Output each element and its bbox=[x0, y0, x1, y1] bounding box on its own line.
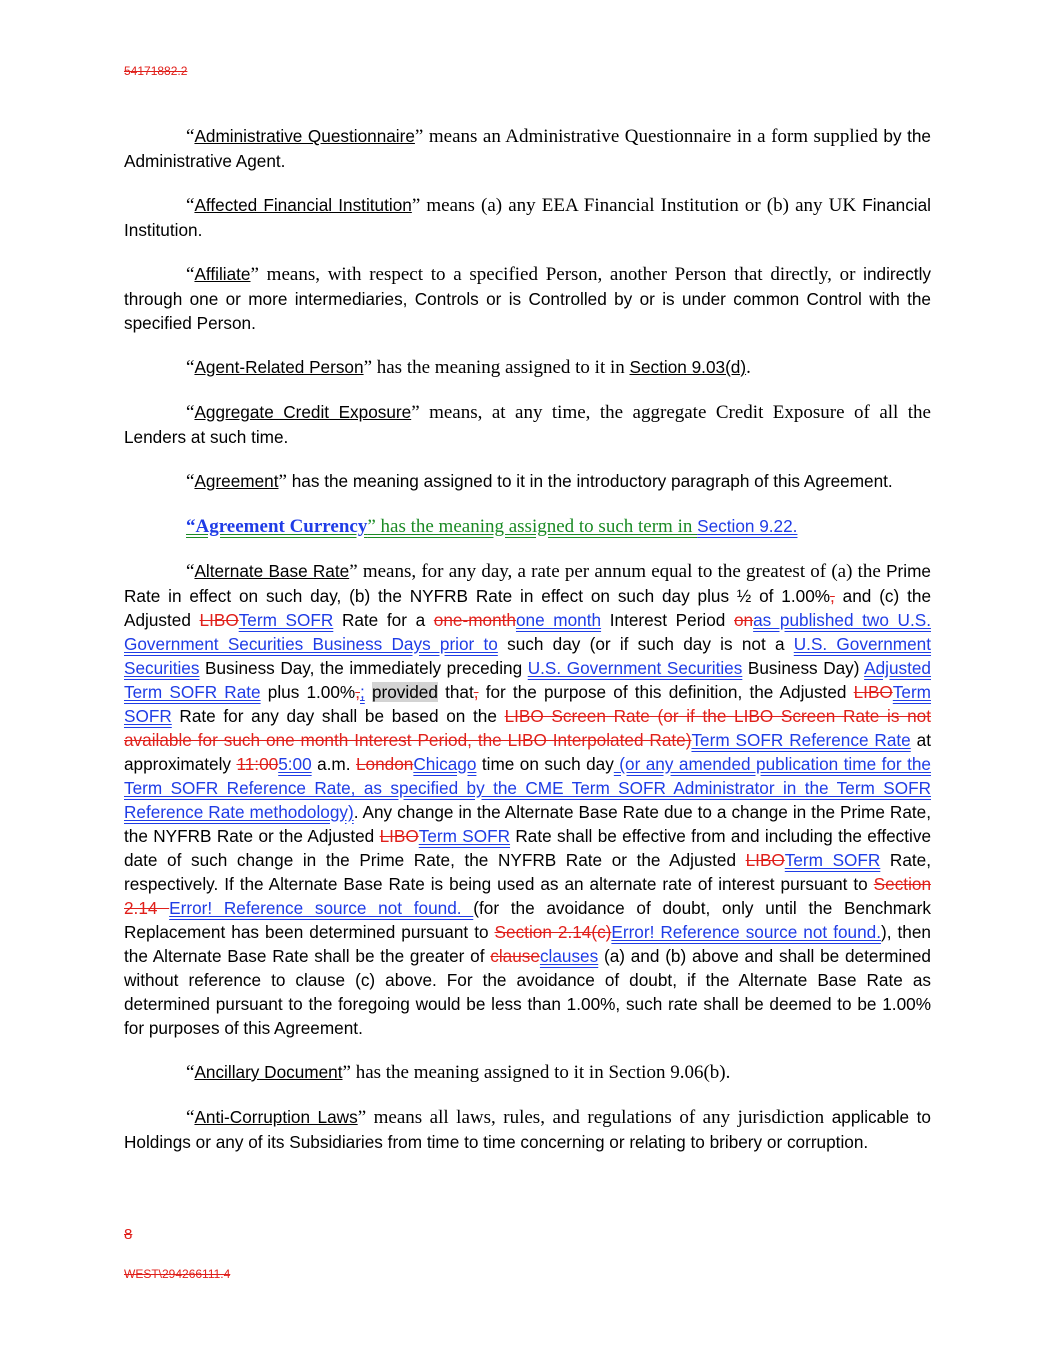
inserted-text: Error! Reference source not found. bbox=[169, 898, 474, 918]
deleted-text: , bbox=[355, 682, 360, 702]
definition-alternate-base-rate: “Alternate Base Rate” means, for any day, a rate per annum equal to the greatest of (a) the Prime Rate in effect on such day, (b) the NYFRB Rate in effect on such day plus ½ of 1.00%, and (c) the Adjusted LIBOTerm SOFR Rate for a one-monthone month Interest Period onas published two U.S. Government Securities Business Days prior to such day (or if such day is not a U.S. Government Securities Business Day, the immediately preceding U.S. Government Securities Business Day) Adjusted Term SOFR Rate plus 1.00%,; provided that, for the purpose of this definition, the Adjusted LIBOTerm SOFR Rate for any day shall be based on the LIBO Screen Rate (or if the LIBO Screen Rate is not available for such one month Interest Period, the LIBO Interpolated Rate)Term SOFR Reference Rate at approximately 11:005:00 a.m. LondonChicago time on such day (or any amended publication time for the Term SOFR Reference Rate, as specified by the CME Term SOFR Administrator in the Term SOFR Reference Rate methodology). Any change in the Alternate Base Rate due to a change in the Prime Rate, the NYFRB Rate or the Adjusted LIBOTerm SOFR Rate shall be effective from and including the effective date of such change in the Prime Rate, the NYFRB Rate or the Adjusted LIBOTerm SOFR Rate, respectively. If the Alternate Base Rate is being used as an alternate rate of interest pursuant to Section 2.14 Error! Reference source not found. (for the avoidance of doubt, only until the Benchmark Replacement has been determined pursuant to Section 2.14(c)Error! Reference source not found.), then the Alternate Base Rate shall be the greater of clauseclauses (a) and (b) above and shall be determined without reference to clause (c) above. For the avoidance of doubt, if the Alternate Base Rate as determined pursuant to the foregoing would be less than 1.00%, such rate shall be deemed to be 1.00% for purposes of this Agreement. bbox=[124, 561, 932, 1038]
section-reference: Section 9.22. bbox=[697, 516, 798, 536]
deleted-text: 11:00 bbox=[236, 754, 279, 774]
defined-term: Agreement bbox=[194, 471, 279, 491]
deleted-text: LIBO bbox=[379, 826, 419, 846]
inserted-text: 5:00 bbox=[278, 754, 312, 774]
deleted-text: LIBO bbox=[199, 610, 239, 630]
inserted-text: ; bbox=[359, 682, 365, 702]
definition-affiliate: “Affiliate” means, with respect to a specified Person, another Person that directly, or indirectly through one or more intermediaries, Controls or is Controlled by or is under common Control with the specified Person. bbox=[124, 264, 931, 333]
deleted-text: LIBO Screen Rate (or if the LIBO Screen Rate is not available for such one month Interest Period, the LIBO Interpolated Rate) bbox=[124, 706, 931, 750]
definition-anti-corruption-laws: “Anti-Corruption Laws” means all laws, rules, and regulations of any jurisdiction applicable to Holdings or any of its Subsidiaries from time to time concerning or relating to bribery or corruption. bbox=[124, 1107, 931, 1152]
definition-ancillary-document: “Ancillary Document” has the meaning assigned to it in Section 9.06(b). bbox=[186, 1062, 731, 1083]
deleted-text: , bbox=[473, 682, 479, 702]
inserted-text: Term SOFR Reference Rate bbox=[691, 730, 911, 750]
deleted-text: LIBO bbox=[745, 850, 785, 870]
defined-term: Aggregate Credit Exposure bbox=[194, 402, 412, 422]
deleted-text: , bbox=[830, 586, 835, 606]
deleted-text: LIBO bbox=[853, 682, 893, 702]
defined-term: Anti-Corruption Laws bbox=[194, 1107, 358, 1127]
definition-agent-related-person: “Agent-Related Person” has the meaning assigned to it in Section 9.03(d). bbox=[186, 357, 751, 378]
defined-term: Affected Financial Institution bbox=[194, 195, 412, 215]
defined-term: Ancillary Document bbox=[194, 1062, 343, 1082]
defined-term: Alternate Base Rate bbox=[194, 561, 350, 581]
footer-doc-id: WEST\294266111.4 bbox=[124, 1267, 231, 1281]
inserted-text: Term SOFR bbox=[784, 850, 881, 870]
inserted-text: as published two U.S. Government Securities Business Days prior to bbox=[124, 610, 931, 654]
header-doc-id: 54171882.2 bbox=[124, 64, 188, 78]
inserted-text: Error! Reference source not found. bbox=[611, 922, 882, 942]
inserted-text: Term SOFR bbox=[238, 610, 334, 630]
inserted-text: Adjusted Term SOFR Rate bbox=[124, 658, 931, 702]
footer-page-number: 8 bbox=[124, 1226, 133, 1243]
definition-agreement-currency: “Agreement Currency” has the meaning assigned to such term in Section 9.22. bbox=[186, 516, 798, 537]
inserted-text: U.S. Government Securities bbox=[124, 634, 932, 678]
inserted-text: Chicago bbox=[413, 754, 477, 774]
inserted-text: Term SOFR bbox=[418, 826, 511, 846]
deleted-text: London bbox=[355, 754, 414, 774]
deleted-text: Section 2.14(c) bbox=[494, 922, 612, 942]
deleted-text: Section 2.14 bbox=[124, 874, 931, 918]
defined-term: Administrative Questionnaire bbox=[194, 126, 415, 146]
defined-term: Affiliate bbox=[194, 264, 251, 284]
inserted-text: U.S. Government Securities bbox=[527, 658, 743, 678]
deleted-text: one-month bbox=[433, 610, 516, 630]
inserted-text: one month bbox=[515, 610, 602, 630]
definition-affected-financial-institution: “Affected Financial Institution” means (a) any EEA Financial Institution or (b) any UK Financial Institution. bbox=[124, 195, 932, 240]
definition-aggregate-credit-exposure: “Aggregate Credit Exposure” means, at any time, the aggregate Credit Exposure of all the Lenders at such time. bbox=[124, 402, 931, 447]
deleted-text: clause bbox=[490, 946, 540, 966]
inserted-text: clauses bbox=[539, 946, 599, 966]
inserted-text: (or any amended publication time for the Term SOFR Reference Rate, as specified by the CME Term SOFR Administrator in the Term SOFR Reference Rate methodology) bbox=[124, 754, 931, 822]
definition-administrative-questionnaire: “Administrative Questionnaire” means an Administrative Questionnaire in a form supplied by the Administrative Agent. bbox=[124, 126, 931, 171]
defined-term: Agent-Related Person bbox=[194, 357, 364, 377]
inserted-text: Term SOFR bbox=[124, 682, 931, 726]
section-reference: Section 9.03(d) bbox=[629, 357, 747, 377]
highlighted-text: provided bbox=[371, 682, 438, 702]
definitions-body bbox=[124, 124, 931, 1154]
defined-term: Agreement Currency bbox=[195, 516, 368, 537]
definition-agreement: “Agreement” has the meaning assigned to it in the introductory paragraph of this Agreement. bbox=[186, 471, 893, 492]
deleted-text: on bbox=[734, 610, 754, 630]
